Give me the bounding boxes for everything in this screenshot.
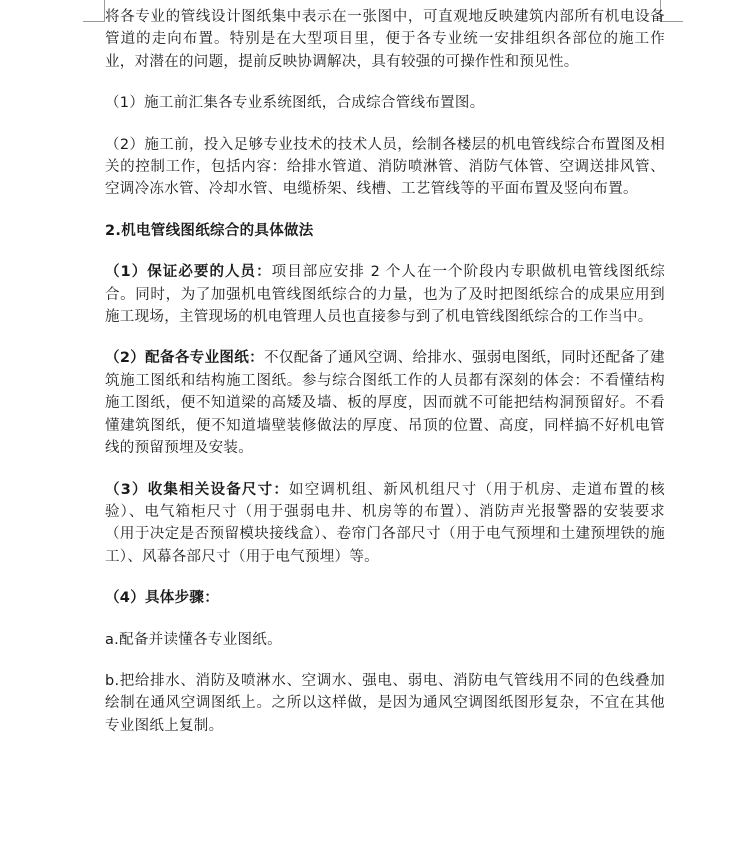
step-a-paragraph: a.配备并读懂各专业图纸。 — [105, 631, 282, 648]
section-paragraph-1-lead: （1）保证必要的人员： — [105, 264, 272, 281]
paragraph-item-2: （2）施工前，投入足够专业技术的技术人员，绘制各楼层的机电管线综合布置图及相关的控制工作，包括内容：给排水管道、消防喷淋管、消防气体管、空调送排风管、空调冷冻水管、冷却水管、电缆桥架、线槽、工艺管线等的平面布置及竖向布置。 — [105, 136, 665, 198]
section-paragraph-4: （4）具体步骤： — [105, 590, 219, 607]
paragraph-item-1: （1）施工前汇集各专业系统图纸，合成综合管线布置图。 — [105, 95, 485, 112]
section-paragraph-2-body: 不仅配备了通风空调、给排水、强弱电图纸，同时还配备了建筑施工图纸和结构施工图纸。参与综合图纸工作的人员都有深刻的体会：不看懂结构施工图纸，便不知道梁的高矮及墙、板的厚度，因而就不可能把结构洞预留好。不看懂建筑图纸，便不知道墙壁装修做法的厚度、吊顶的位置、高度，同样搞不好机电管线的预留预埋及安装。 — [105, 350, 665, 457]
section-paragraph-3 — [105, 479, 665, 569]
section-heading: 2.机电管线图纸综合的具体做法 — [105, 222, 314, 239]
section-paragraph-3-body: 如空调机组、新风机组尺寸（用于机房、走道布置的核验）、电气箱柜尺寸（用于强弱电井、机房等的布置）、消防声光报警器的安装要求（用于决定是否预留模块接线盒）、卷帘门各部尺寸（用于电气预埋和土建预埋铁的施工）、风幕各部尺寸（用于电气预埋）等。 — [105, 481, 665, 565]
document-body — [105, 6, 665, 737]
intro-paragraph: 将各专业的管线设计图纸集中表示在一张图中，可直观地反映建筑内部所有机电设备管道的走向布置。特别是在大型项目里，便于各专业统一安排组织各部位的施工作业，对潜在的问题，提前反映协调解决，具有较强的可操作性和预见性。 — [105, 9, 665, 70]
section-paragraph-1-body: 项目部应安排 2 个人在一个阶段内专职做机电管线图纸综合。同时，为了加强机电管线图纸综合的力量，也为了及时把图纸综合的成果应用到施工现场，主管现场的机电管理人员也直接参与到了机电管线图纸综合的工作当中。 — [105, 264, 666, 326]
section-paragraph-3-lead: （3）收集相关设备尺寸： — [105, 481, 290, 498]
section-paragraph-2-lead: （2）配备各专业图纸： — [105, 350, 264, 367]
section-paragraph-1 — [105, 261, 665, 328]
section-paragraph-2 — [105, 347, 665, 459]
step-b-paragraph: b.把给排水、消防及喷淋水、空调水、强电、弱电、消防电气管线用不同的色线叠加绘制在通风空调图纸上。之所以这样做，是因为通风空调图纸图形复杂，不宜在其他专业图纸上复制。 — [105, 672, 665, 734]
